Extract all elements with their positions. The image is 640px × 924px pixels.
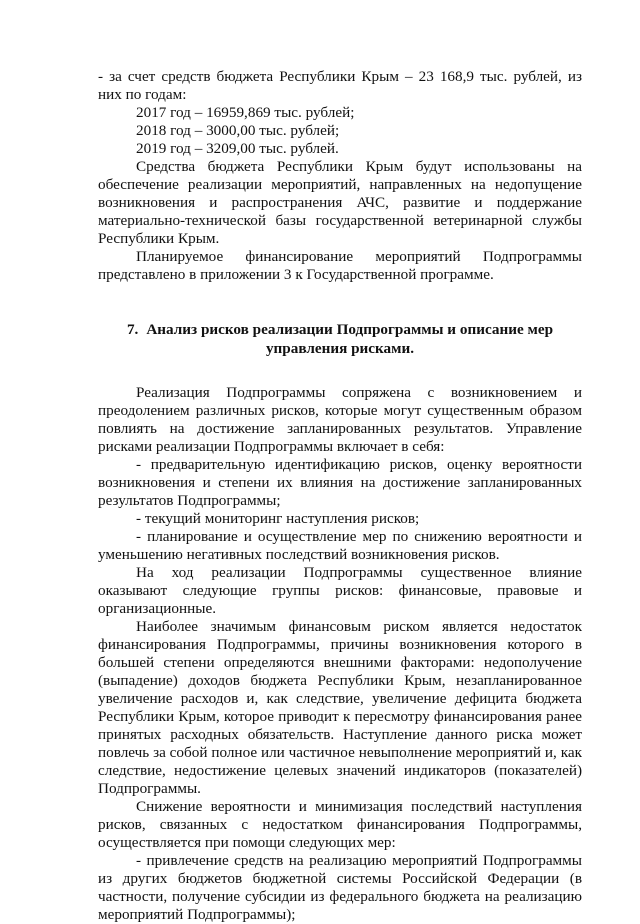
year-2018: 2018 год – 3000,00 тыс. рублей; xyxy=(136,122,340,139)
paragraph-financial-risk: Наиболее значимым финансовым риском является недостаток финансирования Подпрограммы, причины возникновения которого в большей степени определяются внешними факторами: недополучение (выпадение) доходов бюджета Республики Крым, незапланированное увеличение расходов и, как следствие, увеличение дефицита бюджета Республики Крым, которое приводит к пересмотру финансирования ранее принятых расходных обязательств. Наступление данного риска может повлечь за собой полное или частичное невыполнение мероприятий и, как следствие, недостижение целевых значений индикаторов (показателей) Подпрограммы. xyxy=(98,618,582,797)
section-title: Анализ рисков реализации Подпрограммы и описание мер управления рисками. xyxy=(146,321,554,357)
paragraph-funds-usage: Средства бюджета Республики Крым будут использованы на обеспечение реализации мероприятий, направленных на недопущение возникновения и распространения АЧС, развитие и поддержание материально-технической базы государственной ветеринарной службы Республики Крым. xyxy=(98,158,582,247)
paragraph-risk-mitigation: Снижение вероятности и минимизация последствий наступления рисков, связанных с недостатком финансирования Подпрограммы, осуществляется при помощи следующих мер: xyxy=(98,798,582,851)
section-heading xyxy=(110,320,570,358)
bullet-monitoring: - текущий мониторинг наступления рисков; xyxy=(136,510,420,527)
paragraph-risk-intro: Реализация Подпрограммы сопряжена с возникновением и преодолением различных рисков, которые могут существенным образом повлиять на достижение запланированных результатов. Управление рисками реализации Подпрограммы включает в себя: xyxy=(98,384,582,455)
year-2017: 2017 год – 16959,869 тыс. рублей; xyxy=(136,104,355,121)
bullet-planning: - планирование и осуществление мер по снижению вероятности и уменьшению негативных последствий возникновения рисков. xyxy=(98,528,582,563)
bullet-other-budgets: - привлечение средств на реализацию мероприятий Подпрограммы из других бюджетов бюджетной системы Российской Федерации (в частности, получение субсидии из федерального бюджета на реализацию мероприятий Подпрограммы); xyxy=(98,852,582,923)
funding-intro: - за счет средств бюджета Республики Крым – 23 168,9 тыс. рублей, из них по годам: xyxy=(98,68,582,103)
paragraph-risk-groups: На ход реализации Подпрограммы существенное влияние оказывают следующие группы рисков: финансовые, правовые и организационные. xyxy=(98,564,582,617)
section-number: 7. xyxy=(126,321,139,338)
bullet-identification: - предварительную идентификацию рисков, оценку вероятности возникновения и степени их влияния на достижение запланированных результатов Подпрограммы; xyxy=(98,456,582,509)
year-2019: 2019 год – 3209,00 тыс. рублей. xyxy=(136,140,339,157)
paragraph-planned-funding: Планируемое финансирование мероприятий Подпрограммы представлено в приложении 3 к Государственной программе. xyxy=(98,248,582,283)
